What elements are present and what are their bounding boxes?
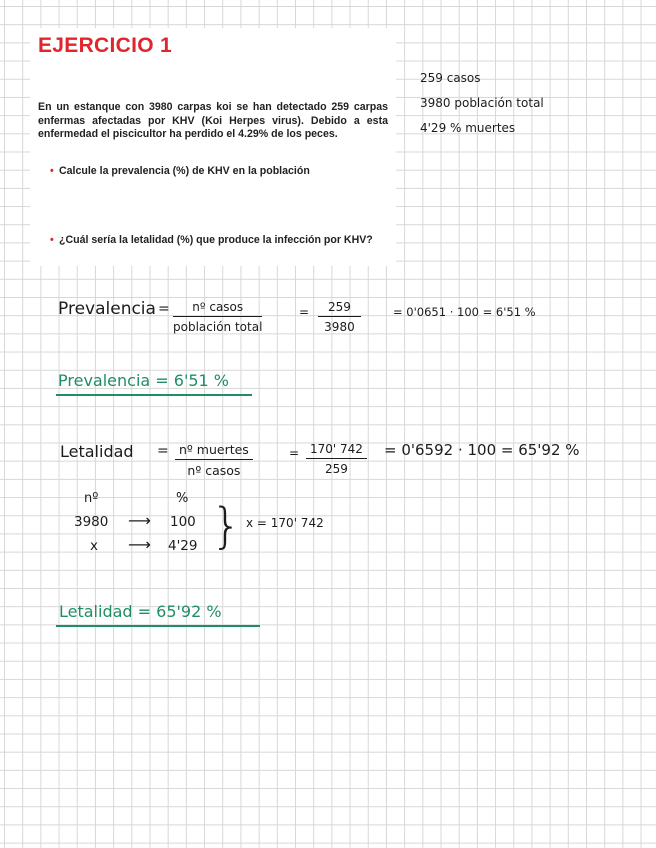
- note-cases: 259 casos: [420, 71, 481, 85]
- rule-solution: x = 170' 742: [246, 516, 324, 530]
- fraction-denominator: 3980: [324, 320, 355, 334]
- brace-icon: }: [211, 498, 242, 554]
- rule-row1-left: 3980: [74, 514, 109, 530]
- rule-col2-header: %: [176, 491, 189, 506]
- rule-row2-left: x: [90, 538, 98, 554]
- prevalence-equals-2: =: [299, 305, 310, 319]
- exercise-title: EJERCICIO 1: [38, 34, 173, 57]
- fraction-numerator: 259: [318, 300, 361, 317]
- lethality-result: = 0'6592 · 100 = 65'92 %: [384, 441, 580, 459]
- fraction-numerator: nº muertes: [175, 442, 253, 460]
- note-deaths: 4'29 % muertes: [420, 121, 516, 135]
- problem-statement: En un estanque con 3980 carpas koi se han detectado 259 carpas enfermas afectadas por KHV (Koi Herpes virus). Debido a esta enfermedad el piscicultor ha perdido el 4.29% de los peces.: [38, 101, 388, 141]
- prevalence-value-fraction: [318, 300, 361, 334]
- rule-col1-header: nº: [84, 491, 99, 506]
- lethality-label: Letalidad: [60, 442, 134, 461]
- lethality-answer: Letalidad = 65'92 %: [59, 602, 222, 621]
- lethality-equals-2: =: [289, 446, 300, 460]
- bullet-icon: •: [50, 234, 54, 246]
- rule-row1-right: 100: [170, 514, 196, 530]
- prevalence-label: Prevalencia: [58, 299, 156, 319]
- fraction-denominator: población total: [173, 320, 263, 334]
- question-prevalence: [50, 165, 399, 179]
- prevalence-formula-fraction: [173, 300, 262, 334]
- fraction-numerator: 170' 742: [306, 442, 367, 459]
- fraction-denominator: 259: [325, 462, 348, 476]
- prevalence-answer: Prevalencia = 6'51 %: [58, 371, 229, 390]
- exercise-panel: [30, 28, 396, 266]
- lethality-answer-underline: [56, 625, 260, 627]
- lethality-formula-fraction: [175, 442, 253, 478]
- question-lethality: [50, 234, 399, 248]
- bullet-icon: •: [50, 165, 54, 177]
- prevalence-answer-underline: [56, 394, 252, 396]
- prevalence-result: = 0'0651 · 100 = 6'51 %: [393, 305, 536, 319]
- arrow-right-icon: ⟶: [128, 511, 151, 530]
- fraction-denominator: nº casos: [187, 463, 241, 478]
- question-text: ¿Cuál sería la letalidad (%) que produce la infección por KHV?: [59, 234, 373, 246]
- prevalence-equals: =: [158, 301, 170, 317]
- question-text: Calcule la prevalencia (%) de KHV en la población: [59, 165, 310, 177]
- note-population: 3980 población total: [420, 96, 544, 110]
- fraction-numerator: nº casos: [173, 300, 262, 317]
- rule-row2-right: 4'29: [168, 538, 198, 554]
- lethality-equals: =: [157, 443, 169, 459]
- lethality-value-fraction: [306, 442, 367, 476]
- data-notes: [420, 66, 544, 141]
- arrow-right-icon: ⟶: [128, 535, 151, 554]
